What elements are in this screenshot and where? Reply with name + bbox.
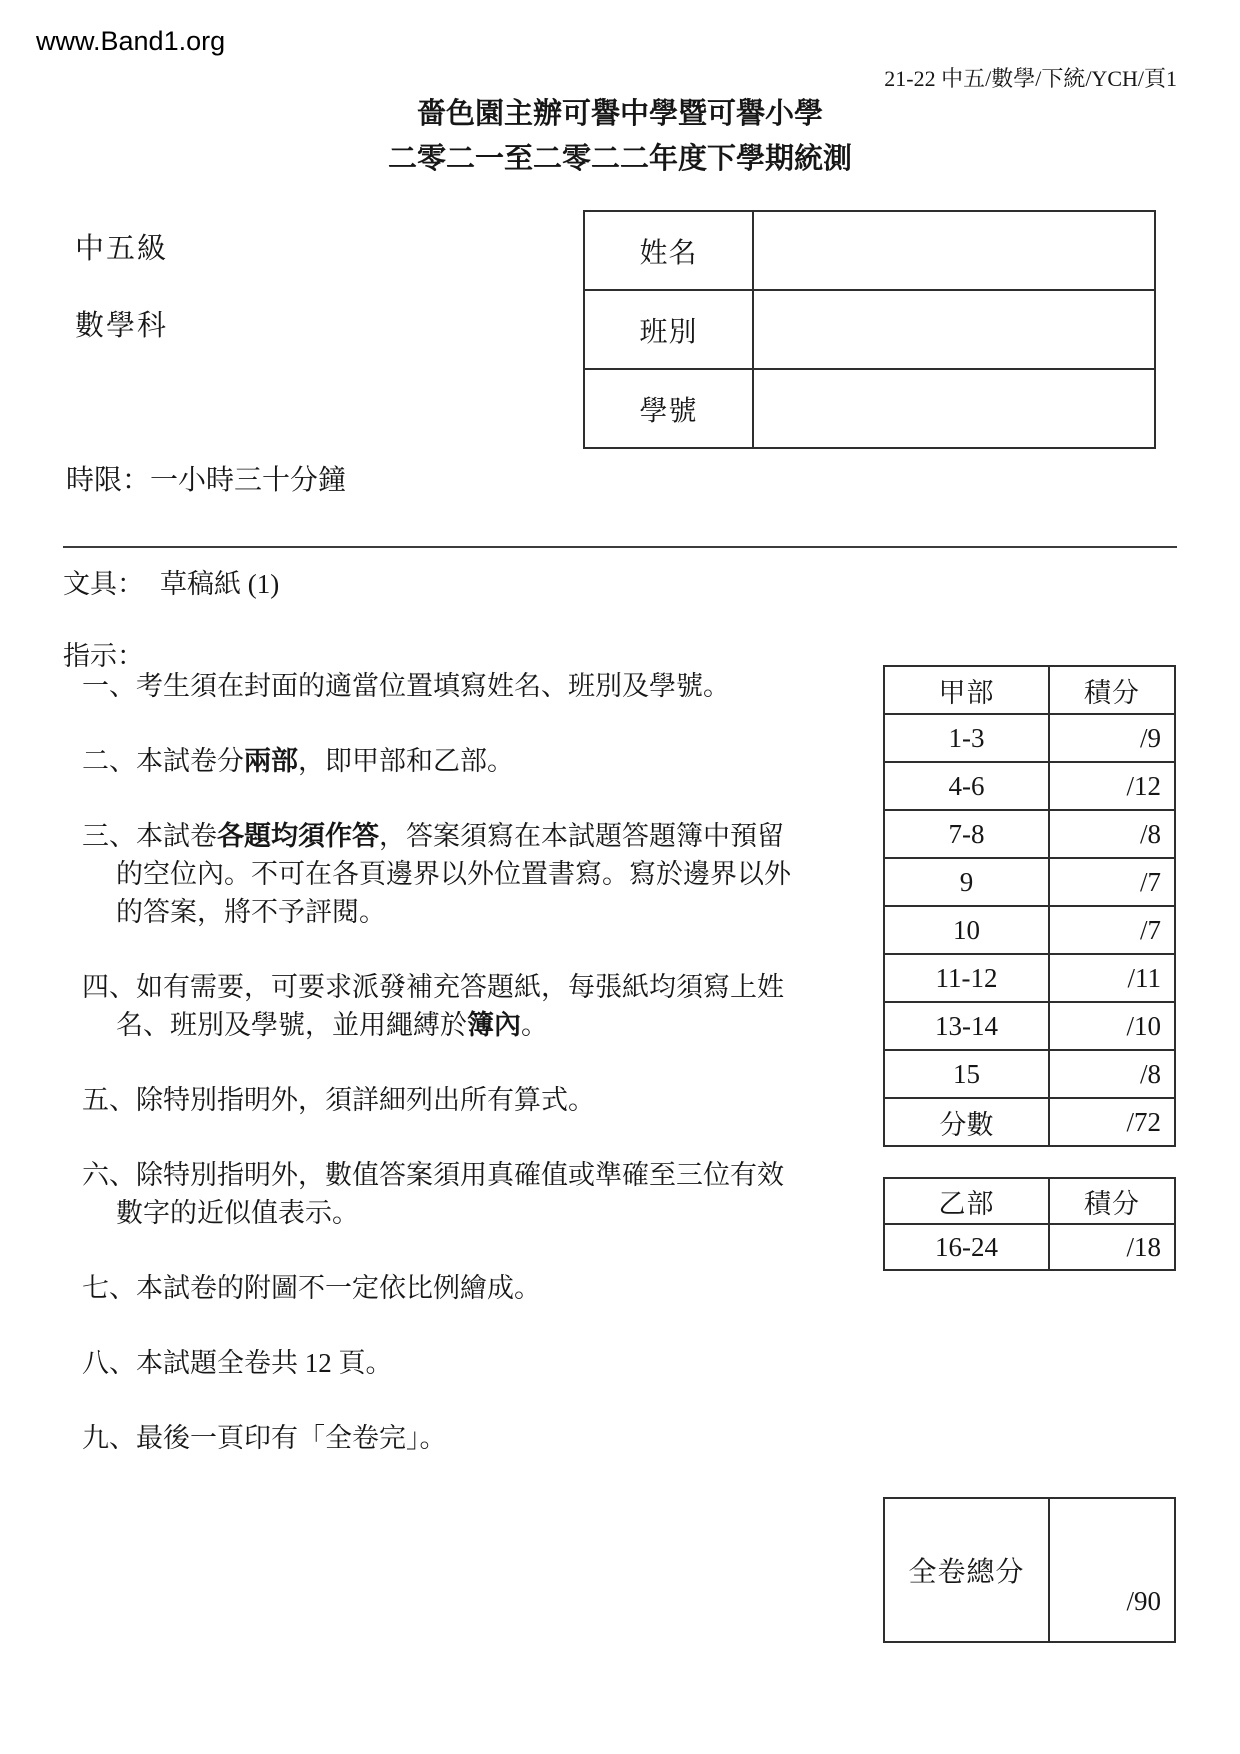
table-row: 15 /8 (884, 1050, 1175, 1098)
table-row: 16-24 /18 (884, 1224, 1175, 1270)
marks-header: 積分 (1049, 1178, 1175, 1224)
table-row: 7-8 /8 (884, 810, 1175, 858)
student-number-value-cell (753, 369, 1155, 448)
table-header-row (884, 1178, 1175, 1224)
instructions-list (82, 667, 794, 1494)
student-info-table (583, 210, 1156, 449)
table-row: 4-6 /12 (884, 762, 1175, 810)
instruction-item-9: 九、最後一頁印有「全卷完」。 (82, 1423, 447, 1453)
item-number: 六、 (82, 1160, 136, 1190)
table-row: 10 /7 (884, 906, 1175, 954)
total-marks-value: /90 (1049, 1498, 1175, 1642)
item-number: 二、 (82, 746, 136, 776)
table-row: 1-3 /9 (884, 714, 1175, 762)
page-reference: 21-22 中五/數學/下統/YCH/頁1 (884, 66, 1177, 91)
stationery-value: 草稿紙 (1) (160, 569, 280, 599)
site-watermark: www.Band1.org (36, 26, 226, 56)
item-number: 九、 (82, 1423, 136, 1453)
student-number-row (584, 369, 1155, 448)
instruction-item-7: 七、本試卷的附圖不一定依比例繪成。 (82, 1273, 541, 1303)
section-a-header: 甲部 (884, 666, 1049, 714)
table-row: 11-12 /11 (884, 954, 1175, 1002)
marks-header: 積分 (1049, 666, 1175, 714)
section-a-total-row: 分數 /72 (884, 1098, 1175, 1146)
table-row: 13-14 /10 (884, 1002, 1175, 1050)
item-number: 一、 (82, 671, 136, 701)
total-marks-label: 全卷總分 (884, 1498, 1049, 1642)
name-value-cell (753, 211, 1155, 290)
exam-session-title: 二零二一至二零二二年度下學期統測 (387, 143, 852, 175)
table-header-row (884, 666, 1175, 714)
item-number: 三、 (82, 821, 136, 851)
instruction-item-1: 一、考生須在封面的適當位置填寫姓名、班別及學號。 (82, 671, 730, 701)
instruction-item-5: 五、除特別指明外，須詳細列出所有算式。 (82, 1085, 595, 1115)
instruction-item-4: 四、如有需要，可要求派發補充答題紙，每張紙均須寫上姓名、班別及學號，並用繩縛於簿內。 (82, 972, 784, 1040)
stationery-label: 文具： (63, 569, 144, 599)
item-number: 四、 (82, 972, 136, 1002)
name-label: 姓名 (584, 211, 753, 290)
time-limit-text: 時限：一小時三十分鐘 (66, 465, 347, 496)
instruction-item-2: 二、本試卷分兩部，即甲部和乙部。 (82, 746, 514, 776)
total-marks-row (884, 1498, 1175, 1642)
student-name-row (584, 211, 1155, 290)
subject-label: 數學科 (75, 310, 169, 342)
item-number: 五、 (82, 1085, 136, 1115)
section-b-marks-table (883, 1177, 1176, 1271)
table-row: 9 /7 (884, 858, 1175, 906)
title-block (63, 92, 1177, 182)
grade-label: 中五級 (75, 233, 169, 265)
item-number: 八、 (82, 1348, 136, 1378)
section-a-marks-table (883, 665, 1176, 1147)
instruction-item-8: 八、本試題全卷共 12 頁。 (82, 1348, 393, 1378)
instruction-item-3: 三、本試卷各題均須作答，答案須寫在本試題答題簿中預留的空位內。不可在各頁邊界以外位置書寫。寫於邊界以外的答案，將不予評閱。 (82, 821, 791, 927)
student-class-row (584, 290, 1155, 369)
class-label: 班別 (584, 290, 753, 369)
section-divider-rule (63, 546, 1177, 548)
instructions-heading: 指示： (63, 641, 144, 671)
instruction-item-6: 六、除特別指明外，數值答案須用真確值或準確至三位有效數字的近似值表示。 (82, 1160, 784, 1228)
section-b-header: 乙部 (884, 1178, 1049, 1224)
class-value-cell (753, 290, 1155, 369)
student-number-label: 學號 (584, 369, 753, 448)
item-number: 七、 (82, 1273, 136, 1303)
stationery-line (63, 562, 279, 601)
total-marks-box (883, 1497, 1176, 1643)
school-title: 嗇色園主辦可譽中學暨可譽小學 (416, 98, 823, 130)
